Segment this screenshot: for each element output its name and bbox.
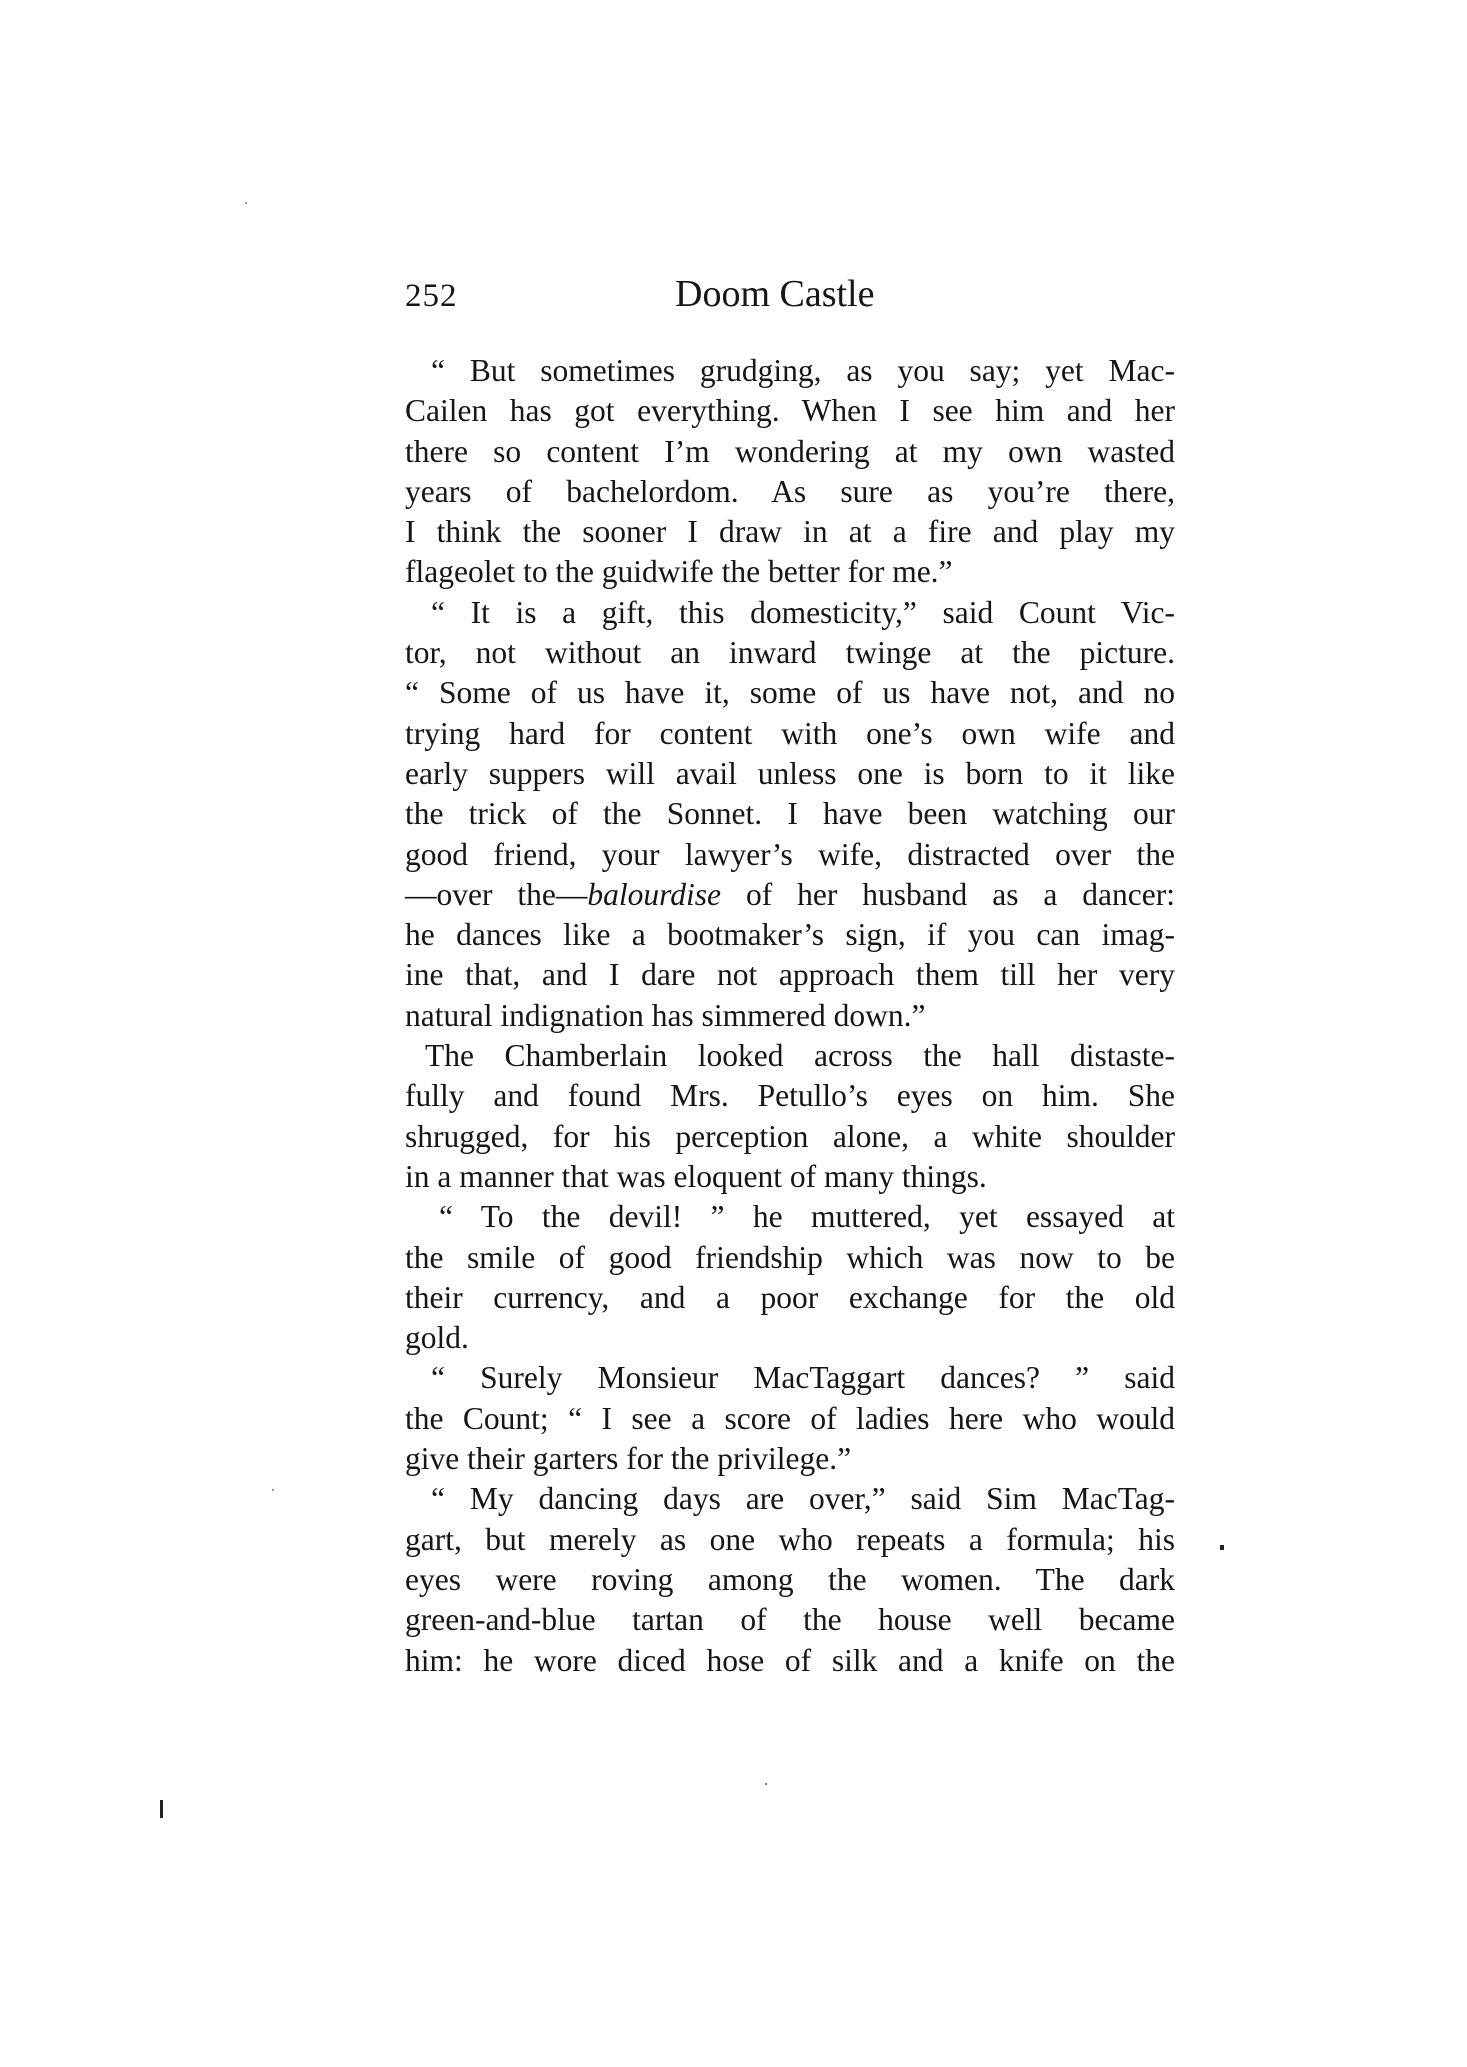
body-text	[405, 351, 1175, 1681]
running-title: Doom Castle	[675, 273, 875, 315]
text-line: him: he wore diced hose of silk and a knife on the	[405, 1642, 1175, 1678]
text-line: trying hard for content with one’s own wife and	[405, 715, 1175, 751]
text-line: the smile of good friendship which was now to be	[405, 1239, 1175, 1275]
text-line: good friend, your lawyer’s wife, distracted over the	[405, 836, 1175, 872]
text-line: gart, but merely as one who repeats a formula; his	[405, 1521, 1175, 1557]
paragraph-3	[405, 1036, 1175, 1197]
text-line: years of bachelordom. As sure as you’re there,	[405, 473, 1175, 509]
scan-speck	[160, 1800, 163, 1818]
scan-speck	[1220, 1545, 1224, 1550]
text-line: the Count; “ I see a score of ladies here who would	[405, 1400, 1175, 1436]
text-line: “ Some of us have it, some of us have not, and no	[405, 675, 1175, 711]
paragraph-6	[405, 1479, 1175, 1680]
text-line: I think the sooner I draw in at a fire and play my	[405, 514, 1175, 550]
text-line: green-and-blue tartan of the house well became	[405, 1602, 1175, 1638]
page-header	[405, 272, 1175, 320]
text-line: the trick of the Sonnet. I have been watching our	[405, 796, 1175, 832]
text-line: he dances like a bootmaker’s sign, if you can imag-	[405, 917, 1175, 953]
italic-word: balourdise	[587, 876, 721, 912]
text-line: fully and found Mrs. Petullo’s eyes on him. She	[405, 1078, 1175, 1114]
text-line: early suppers will avail unless one is born to it like	[405, 755, 1175, 791]
scan-speck	[245, 202, 247, 204]
text-line: ine that, and I dare not approach them till her very	[405, 957, 1175, 993]
text-line: natural indignation has simmered down.”	[405, 997, 926, 1033]
text-line: The Chamberlain looked across the hall distaste-	[425, 1038, 1175, 1074]
text-line: Cailen has got everything. When I see him and her	[405, 393, 1175, 429]
text-line: eyes were roving among the women. The dark	[405, 1561, 1175, 1597]
text-line: shrugged, for his perception alone, a white shoulder	[405, 1118, 1175, 1154]
text-line: in a manner that was eloquent of many things.	[405, 1158, 987, 1194]
scan-speck	[272, 1489, 274, 1491]
text-line: “ But sometimes grudging, as you say; yet Mac-	[431, 353, 1175, 388]
text-line: “ My dancing days are over,” said Sim MacTag-	[431, 1481, 1175, 1517]
text-line: give their garters for the privilege.”	[405, 1441, 852, 1477]
text-line: “ To the devil! ” he muttered, yet essayed at	[439, 1199, 1175, 1235]
paragraph-5	[405, 1358, 1175, 1479]
text-line: gold.	[405, 1320, 469, 1356]
paragraph-1	[405, 351, 1175, 593]
text-line-with-italic	[405, 875, 1175, 915]
text-line: tor, not without an inward twinge at the picture.	[405, 635, 1175, 671]
paragraph-4	[405, 1197, 1175, 1358]
text-line: flageolet to the guidwife the better for me.”	[405, 554, 953, 590]
text-line: “ Surely Monsieur MacTaggart dances? ” said	[431, 1360, 1175, 1396]
paragraph-2	[405, 593, 1175, 1036]
text-fragment: —over the—	[405, 876, 588, 912]
text-line: there so content I’m wondering at my own wasted	[405, 433, 1175, 469]
page-number: 252	[405, 278, 458, 314]
text-line: “ It is a gift, this domesticity,” said Count Vic-	[431, 594, 1175, 630]
text-line: their currency, and a poor exchange for the old	[405, 1279, 1175, 1315]
text-fragment: of her husband as a dancer:	[721, 876, 1175, 912]
scan-speck	[765, 1783, 767, 1785]
